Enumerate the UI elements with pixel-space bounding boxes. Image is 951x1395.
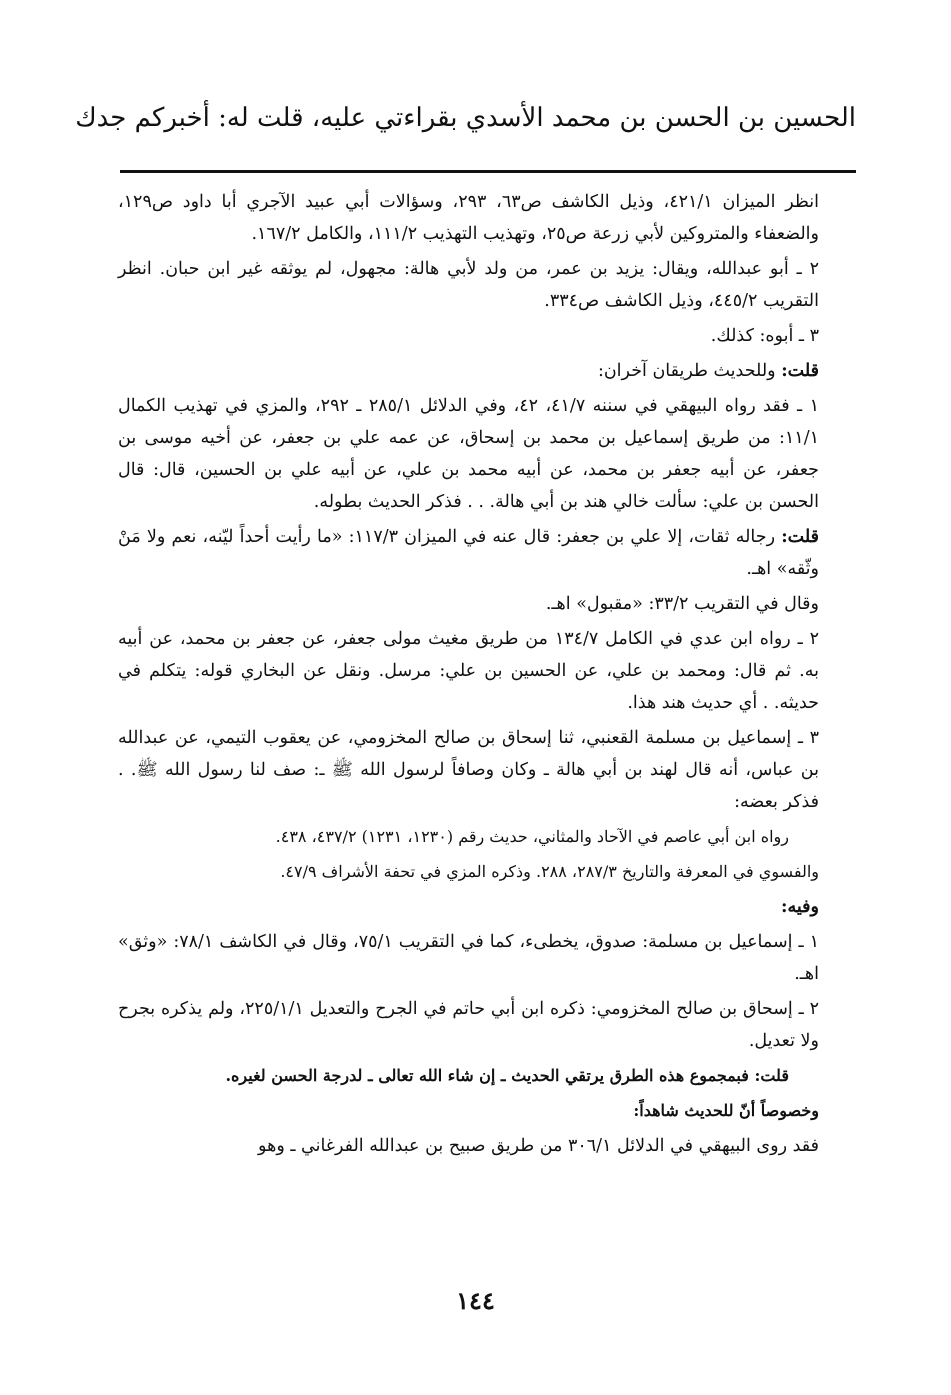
footnote-paragraph: ٢ ـ إسحاق بن صالح المخزومي: ذكره ابن أبي حاتم في الجرح والتعديل ٢٢٥/١/١، ولم يذكره بجرح ولا تعديل. <box>118 999 819 1051</box>
footnote-paragraph: وقال في التقريب ٣٣/٢: «مقبول» اهـ. <box>545 594 819 614</box>
note-text: رجاله ثقات، إلا علي بن جعفر: قال عنه في الميزان ١١٧/٣: «ما رأيت أحداً ليّنه، نعم ولا مَنْ وثّقه» اهـ. <box>118 527 819 579</box>
footnote-paragraph: ٢ ـ رواه ابن عدي في الكامل ١٣٤/٧ من طريق مغيث مولى جعفر، عن جعفر بن محمد، عن أبيه به. ثم قال: ومحمد بن علي، عن الحسين بن علي: مرسل. ونقل عن البخاري قوله: يتكلم في حديثه. . أي حديث هند هذا. <box>118 629 819 713</box>
footnote-paragraph: ١ ـ إسماعيل بن مسلمة: صدوق، يخطىء، كما في التقريب ٧٥/١، وقال في الكاشف ٧٨/١: «وثق» اهـ. <box>118 932 819 984</box>
footnote-paragraph: رواه ابن أبي عاصم في الآحاد والمثاني، حديث رقم (١٢٣٠، ١٢٣١) ٤٣٧/٢، ٤٣٨. <box>275 827 789 846</box>
footnote-paragraph <box>118 355 819 387</box>
footnote-paragraph: فقد روى البيهقي في الدلائل ٣٠٦/١ من طريق صبيح بن عبدالله الفرغاني ـ وهو <box>258 1136 819 1156</box>
footnote-paragraph: قلت: فبمجموع هذه الطرق يرتقي الحديث ـ إن شاء الله تعالى ـ لدرجة الحسن لغيره. <box>225 1066 789 1085</box>
footnote-paragraph: وفيه: <box>781 897 819 917</box>
footnote-paragraph: ٢ ـ أبو عبدالله، ويقال: يزيد بن عمر، من ولد لأبي هالة: مجهول، لم يوثقه غير ابن حبان. انظر التقريب ٤٤٥/٢، وذيل الكاشف ص٣٣٤. <box>118 259 819 311</box>
footnote-paragraph: ٣ ـ أبوه: كذلك. <box>710 326 819 346</box>
footnote-paragraph: ٣ ـ إسماعيل بن مسلمة القعنبي، ثنا إسحاق بن صالح المخزومي، عن يعقوب التيمي، عن عبدالله بن عباس، أنه قال لهند بن أبي هالة ـ وكان وصافاً لرسول الله ﷺ ـ: صف لنا رسول الله ﷺ. . فذكر بعضه: <box>118 728 819 812</box>
footnotes-block <box>118 186 819 1165</box>
page-number: ١٤٤ <box>456 1286 495 1315</box>
note-lead-word: قلت: <box>781 527 819 547</box>
footnote-paragraph: وخصوصاً أنّ للحديث شاهداً: <box>633 1101 819 1120</box>
footnote-paragraph <box>118 521 819 585</box>
footnote-paragraph: والفسوي في المعرفة والتاريخ ٢٨٧/٣، ٢٨٨. وذكره المزي في تحفة الأشراف ٤٧/٩. <box>280 862 819 881</box>
footnote-paragraph: ١ ـ فقد رواه البيهقي في سننه ٤١/٧، ٤٢، وفي الدلائل ٢٨٥/١ ـ ٢٩٢، والمزي في تهذيب الكمال ١١/١: من طريق إسماعيل بن محمد بن إسحاق، عن عمه علي بن جعفر، عن أخيه موسى بن جعفر، عن أبيه جعفر بن محمد، عن أبيه محمد بن علي، عن أبيه علي بن الحسين، قال: قال الحسن بن علي: سألت خالي هند بن أبي هالة. . . فذكر الحديث بطوله. <box>118 396 819 512</box>
footnote-paragraph: انظر الميزان ٤٢١/١، وذيل الكاشف ص٦٣، ٢٩٣، وسؤالات أبي عبيد الآجري أبا داود ص١٢٩، والضعفاء والمتروكين لأبي زرعة ص٢٥، وتهذيب التهذيب ١١١/٢، والكامل ١٦٧/٢. <box>118 192 819 244</box>
note-text: وللحديث طريقان آخران: <box>597 361 782 381</box>
footnote-separator-rule <box>120 170 856 173</box>
running-text-line: الحسين بن الحسن بن محمد الأسدي بقراءتي عليه، قلت له: أخبركم جدك <box>75 103 856 133</box>
note-lead-word: قلت: <box>781 361 819 381</box>
